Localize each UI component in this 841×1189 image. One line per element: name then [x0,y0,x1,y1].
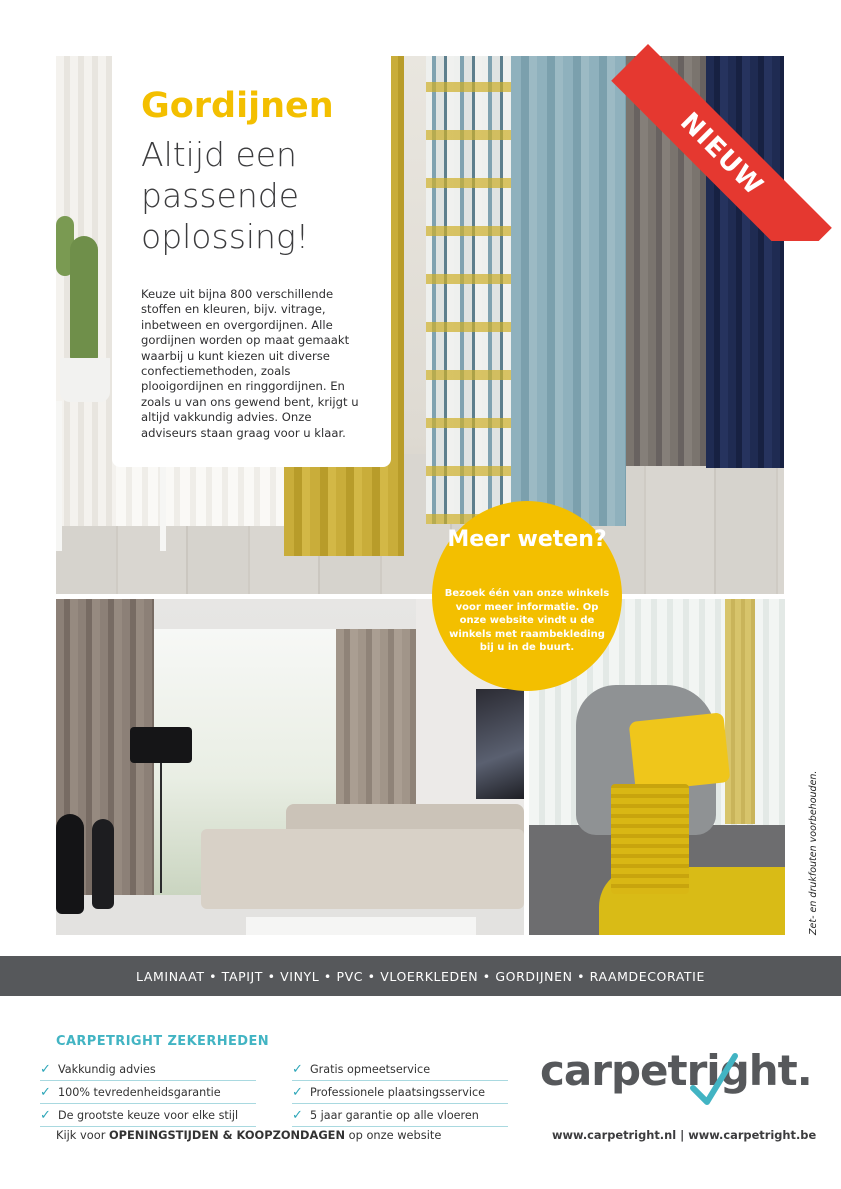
wall-art [476,689,524,799]
black-vase [92,819,114,909]
list-item: ✓ Gratis opmeetservice [292,1058,508,1081]
cactus-plant [70,236,98,361]
check-icon: ✓ [40,1061,51,1077]
ribbon-band [611,44,832,241]
list-item: ✓ Vakkundig advies [40,1058,256,1081]
list-item: ✓ 5 jaar garantie op alle vloeren [292,1104,508,1127]
new-ribbon [600,0,841,241]
check-icon: ✓ [292,1107,303,1123]
card-title: Gordijnen [141,86,334,126]
sofa [201,829,524,909]
plant-pot [60,358,110,402]
opening-hours-note: Kijk voor OPENINGSTIJDEN & KOOPZONDAGEN op onze website [56,1128,442,1142]
black-vase [56,814,84,914]
guarantees-list-2 [292,1058,508,1127]
logo-check-icon [683,1048,743,1108]
category-band [0,956,841,996]
floor-lamp-shade [130,727,192,763]
category-list: LAMINAAT • TAPIJT • VINYL • PVC • VLOERKLEDEN • GORDIJNEN • RAAMDECORATIE [136,968,705,984]
check-icon: ✓ [40,1107,51,1123]
ribbon-label: NIEUW [674,106,769,202]
check-icon: ✓ [40,1084,51,1100]
yellow-throw [611,784,689,894]
logo-text: carpetright. [540,1046,812,1095]
list-item: ✓ 100% tevredenheidsgarantie [40,1081,256,1104]
yellow-curtain [725,599,755,824]
yellow-pillow [629,712,731,792]
guarantees-title: CARPETRIGHT ZEKERHEDEN [56,1034,270,1049]
plaid-curtain [426,56,511,524]
disclaimer: Zet- en drukfouten voorbehouden. [808,770,819,935]
check-icon: ✓ [292,1061,303,1077]
list-item: ✓ De grootste keuze voor elke stijl [40,1104,256,1127]
card-body: Keuze uit bijna 800 verschillende stoffen en kleuren, bijv. vitrage, inbetween en overgordijnen. Alle gordijnen worden op maat gemaakt waarbij u kunt kiezen uit diverse confectiemethoden, zoals plooigordijnen en ringgordijnen. En zoals u van ons gewend bent, krijgt u altijd vakkundig advies. Onze adviseurs staan graag voor u klaar. [141,287,359,440]
guarantees-list-1 [40,1058,256,1127]
circle-text: Bezoek één van onze winkels voor meer informatie. Op onze website vindt u de winkels met raambekleding bij u in de buurt. [444,588,610,653]
coffee-table [246,917,476,935]
website-urls[interactable]: www.carpetright.nl | www.carpetright.be [552,1128,817,1142]
carpetright-logo [540,1046,812,1112]
check-icon: ✓ [292,1084,303,1100]
floor-lamp-stand [160,763,162,893]
card-subtitle: Altijd een passende oplossing! [141,135,309,256]
list-item: ✓ Professionele plaatsingsservice [292,1081,508,1104]
circle-title: Meer weten? [447,527,607,552]
